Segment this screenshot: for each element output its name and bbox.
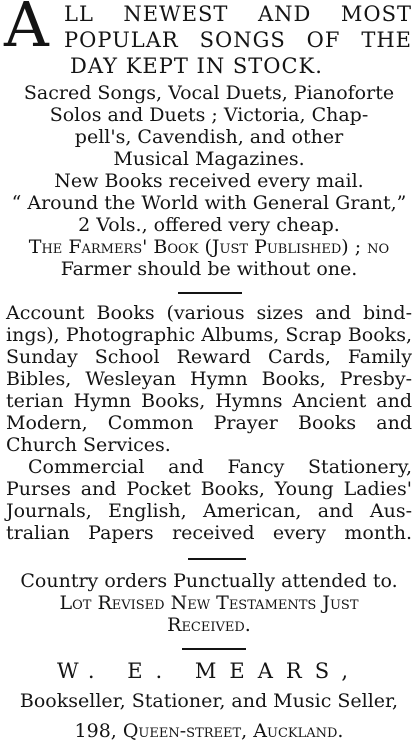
proprietor-name: W. E. MEARS, xyxy=(56,659,362,683)
section2-line-4: Bibles, Wesleyan Hymn Books, Presby- xyxy=(6,368,412,390)
trade-description: Bookseller, Stationer, and Music Seller, xyxy=(19,690,399,712)
heading-line-3: DAY KEPT IN STOCK. xyxy=(70,54,323,78)
heading-line-1: LL NEWEST AND MOST xyxy=(64,2,412,26)
section2-line-3: Sunday School Reward Cards, Family xyxy=(6,346,412,368)
section1-line-4: Musical Magazines. xyxy=(113,148,305,170)
section2-line-6: Modern, Common Prayer Books and xyxy=(6,412,412,434)
section2-line-2: ings), Photographic Albums, Scrap Books, xyxy=(6,324,412,346)
divider-rule-3 xyxy=(182,648,246,650)
section1-line-8: The Farmers' Book (Just Published) ; no xyxy=(28,236,390,258)
section1-line-2: Solos and Duets ; Victoria, Chap- xyxy=(49,104,369,126)
section2-line-9: Purses and Pocket Books, Young Ladies' xyxy=(6,478,412,500)
heading-line-2: POPULAR SONGS OF THE xyxy=(64,28,412,52)
section2-line-8: Commercial and Fancy Stationery, xyxy=(28,456,412,478)
section2-line-1: Account Books (various sizes and bind- xyxy=(6,302,412,324)
section1-line-1: Sacred Songs, Vocal Duets, Pianoforte xyxy=(23,82,395,104)
section1-line-5: New Books received every mail. xyxy=(54,170,364,192)
section1-line-7: 2 Vols., offered very cheap. xyxy=(78,214,340,236)
section1-line-6: “ Around the World with General Grant,” xyxy=(11,192,407,214)
drop-cap: A xyxy=(4,0,49,61)
shop-address: 198, Queen-street, Auckland. xyxy=(74,720,344,742)
divider-rule-1 xyxy=(178,292,242,294)
section2-line-5: terian Hymn Books, Hymns Ancient and xyxy=(6,390,412,412)
section3-line-2: Lot Revised New Testaments Just xyxy=(59,592,359,614)
section2-line-11: tralian Papers received every month. xyxy=(6,522,412,544)
section2-line-10: Journals, English, American, and Aus- xyxy=(6,500,412,522)
section3-line-3: Received. xyxy=(167,614,251,636)
section3-line-1: Country orders Punctually attended to. xyxy=(20,570,398,592)
divider-rule-2 xyxy=(188,558,246,560)
section1-line-9: Farmer should be without one. xyxy=(60,258,358,280)
section1-line-3: pell's, Cavendish, and other xyxy=(74,126,344,148)
section2-line-7: Church Services. xyxy=(6,434,171,456)
